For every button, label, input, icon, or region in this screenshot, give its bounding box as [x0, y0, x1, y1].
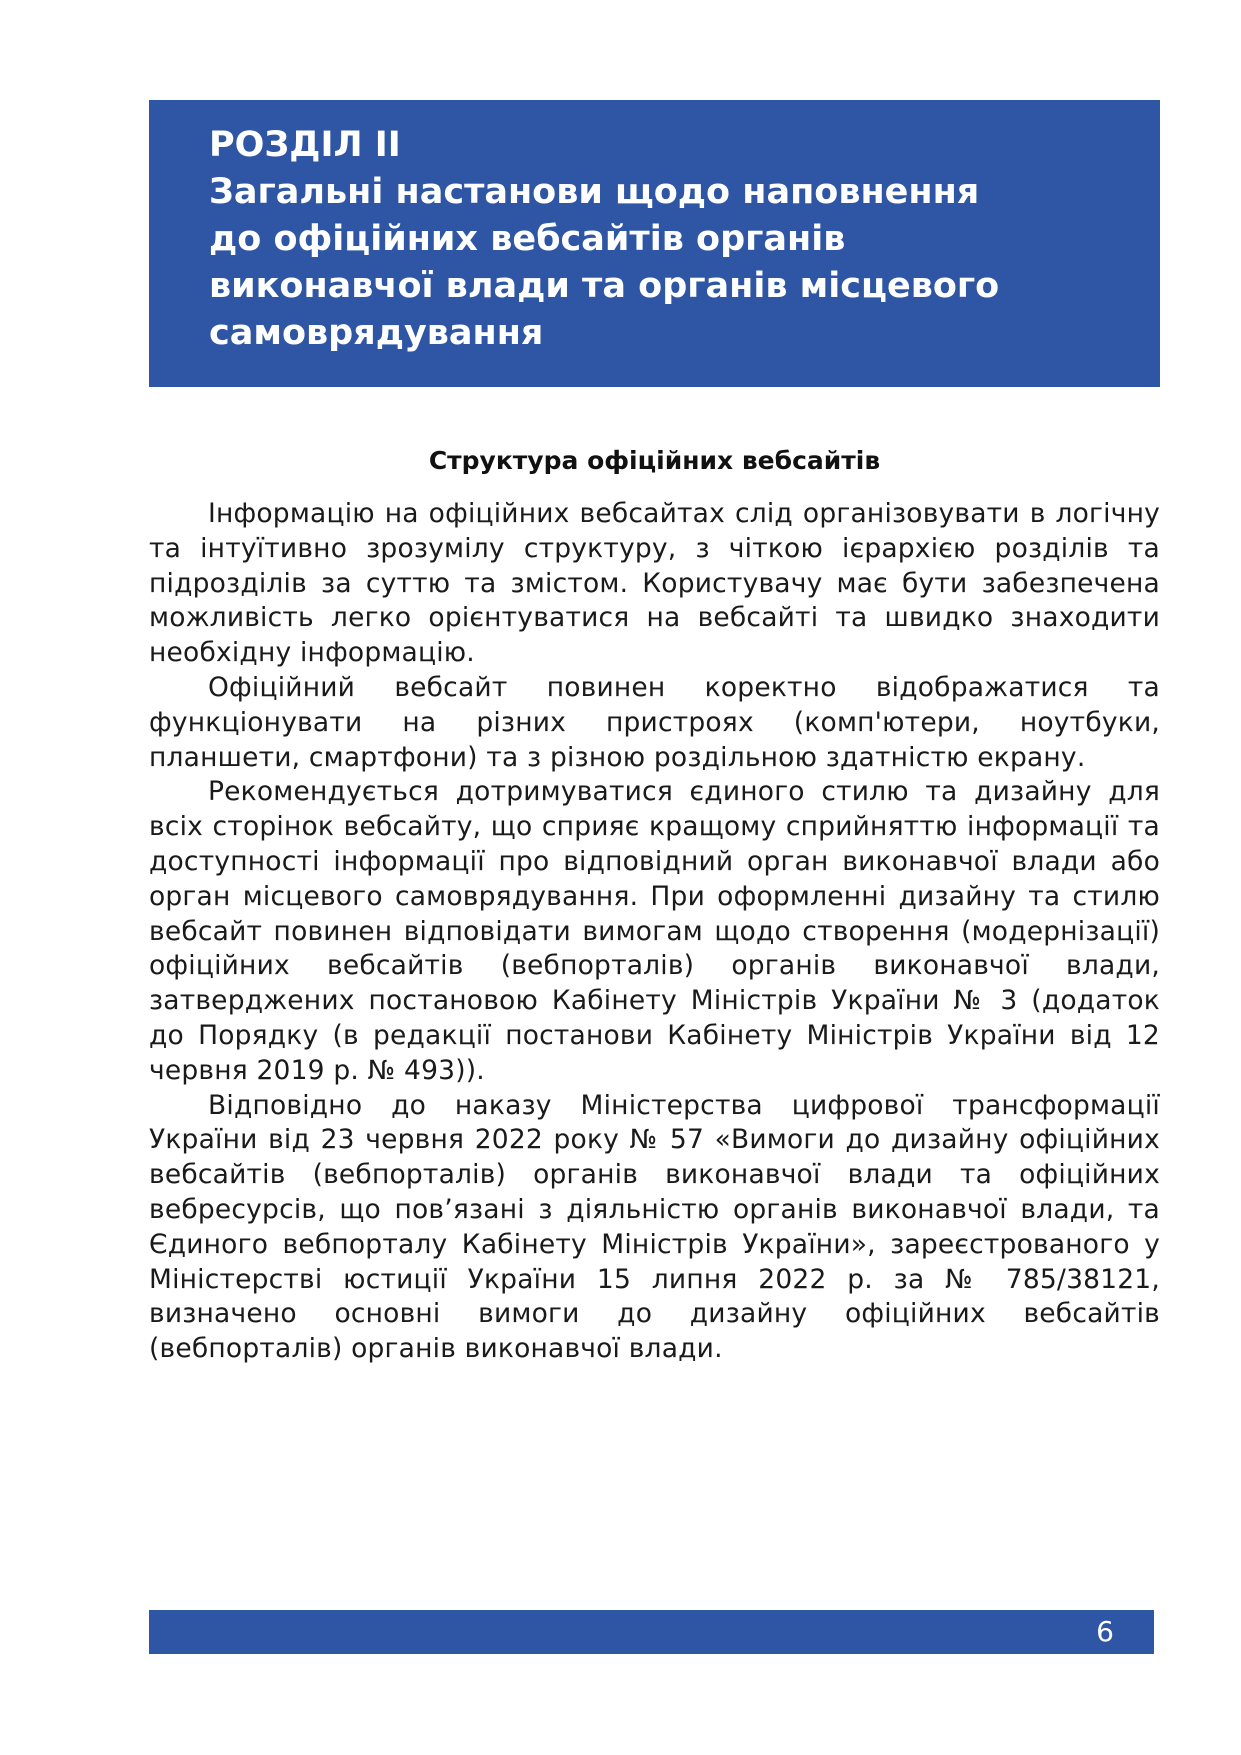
section-header-banner	[149, 100, 1160, 387]
paragraph-order: Відповідно до наказу Міністерства цифрової трансформації України від 23 червня 2022 року № 57 «Вимоги до дизайну офіційних вебсайтів (вебпорталів) органів виконавчої влади та офіційних вебресурсів, що пов’язані з діяльністю органів виконавчої влади, та Єдиного вебпорталу Кабінету Міністрів України», зареєстрованого у Міністерстві юстиції України 15 липня 2022 р. за № 785/38121, визначено основні вимоги до дизайну офіційних вебсайтів (вебпорталів) органів виконавчої влади.	[149, 1089, 1160, 1365]
section-number: РОЗДІЛ ІІ	[209, 125, 401, 165]
section-title-line-4: самоврядування	[209, 313, 544, 353]
body-text	[149, 497, 1160, 1367]
footer-bar	[149, 1610, 1154, 1654]
section-title-line-3: виконавчої влади та органів місцевого	[209, 266, 1000, 306]
paragraph-style: Рекомендується дотримуватися єдиного стилю та дизайну для всіх сторінок вебсайту, що сприяє кращому сприйняттю інформації та доступності інформації про відповідний орган виконавчої влади або орган місцевого самоврядування. При оформленні дизайну та стилю вебсайт повинен відповідати вимогам щодо створення (модернізації) офіційних вебсайтів (вебпорталів) органів виконавчої влади, затверджених постановою Кабінету Міністрів України № 3 (додаток до Порядку (в редакції постанови Кабінету Міністрів України від 12 червня 2019 р. № 493)).	[149, 776, 1160, 1086]
section-title-line-2: до офіційних вебсайтів органів	[209, 219, 846, 259]
paragraph-devices: Офіційний вебсайт повинен коректно відображатися та функціонувати на різних пристроях (комп'ютери, ноутбуки, планшети, смартфони) та з різною роздільною здатністю екрану.	[149, 671, 1160, 773]
page-number: 6	[1096, 1615, 1114, 1648]
section-title-line-1: Загальні настанови щодо наповнення	[209, 172, 980, 212]
paragraph-structure: Інформацію на офіційних вебсайтах слід організовувати в логічну та інтуїтивно зрозумілу структуру, з чіткою ієрархією розділів та підрозділів за суттю та змістом. Користувачу має бути забезпечена можливість легко орієнтуватися на вебсайті та швидко знаходити необхідну інформацію.	[149, 498, 1160, 669]
subsection-heading: Структура офіційних вебсайтів	[428, 446, 881, 475]
